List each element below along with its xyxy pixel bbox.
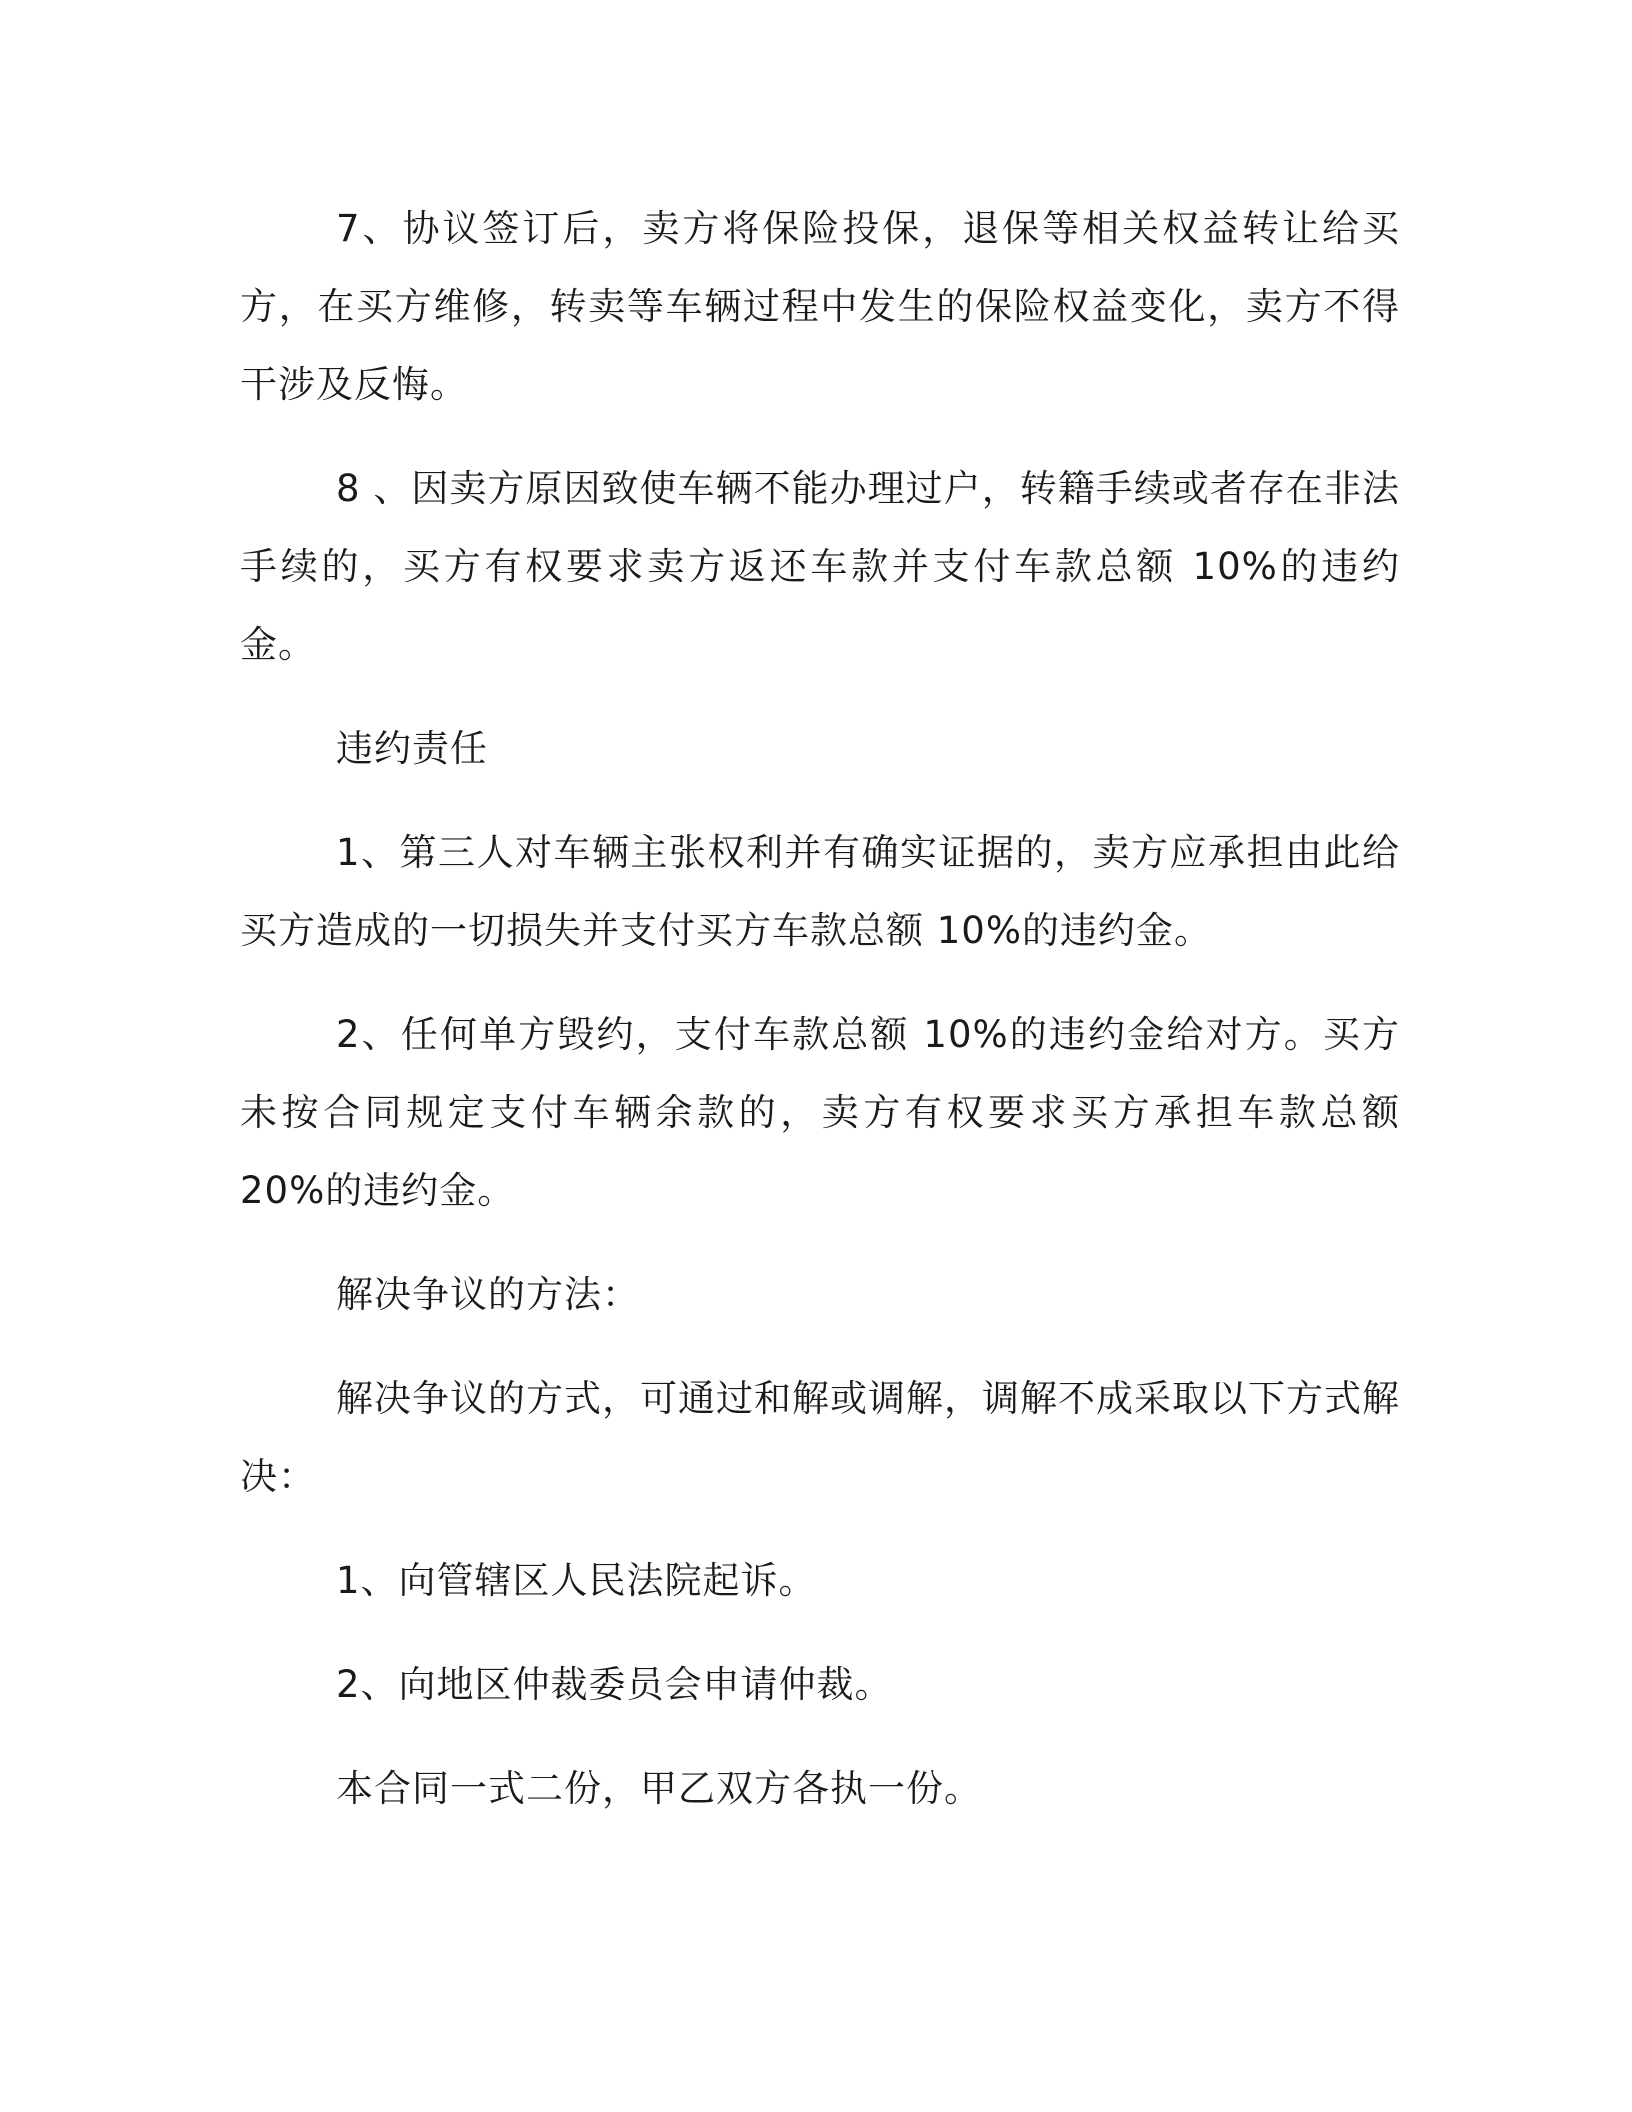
dispute-option-1: 1、向管辖区人民法院起诉。: [336, 1559, 817, 1602]
section-heading-breach-liability: 违约责任: [336, 727, 488, 770]
clause-7-insurance-transfer: 7、协议签订后，卖方将保险投保，退保等相关权益转让给买方，在买方维修，转卖等车辆过程中发生的保险权益变化，卖方不得干涉及反悔。: [240, 207, 1400, 406]
breach-clause-1: 1、第三人对车辆主张权利并有确实证据的，卖方应承担由此给买方造成的一切损失并支付买方车款总额 10%的违约金。: [240, 831, 1400, 952]
document-body: [240, 190, 1400, 1828]
breach-clause-2: 2、任何单方毁约，支付车款总额 10%的违约金给对方。买方未按合同规定支付车辆余款的，卖方有权要求买方承担车款总额 20%的违约金。: [240, 1013, 1400, 1212]
contract-copies-statement: 本合同一式二份，甲乙双方各执一份。: [336, 1767, 982, 1810]
clause-8-transfer-failure: 8 、因卖方原因致使车辆不能办理过户，转籍手续或者存在非法手续的，买方有权要求卖方返还车款并支付车款总额 10%的违约金。: [240, 467, 1400, 666]
section-heading-dispute-resolution: 解决争议的方法：: [336, 1273, 640, 1316]
dispute-resolution-intro: 解决争议的方式，可通过和解或调解，调解不成采取以下方式解决：: [240, 1377, 1400, 1498]
dispute-option-2: 2、向地区仲裁委员会申请仲裁。: [336, 1663, 893, 1706]
